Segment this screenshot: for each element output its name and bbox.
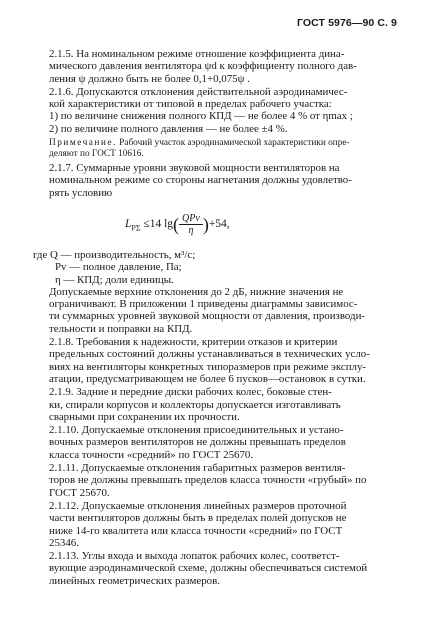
paragraph-2-1-6: [33, 86, 399, 135]
text-line: 2.1.8. Требования к надежности, критерии отказов и критерии: [49, 336, 338, 349]
formula-lhs-sub: PΣ: [131, 223, 141, 233]
text-line: 2.1.13. Углы входа и выхода лопаток рабочих колес, соответст-: [49, 550, 340, 563]
text-line: ки, спирали корпусов и коллекторы допускается изготавливать: [49, 398, 341, 411]
text-line: 2.1.11. Допускаемые отклонения габаритных размеров вентиля-: [49, 462, 346, 475]
text-line: линейных геометрических размеров.: [49, 574, 220, 587]
paragraph-tolerance: [33, 286, 399, 335]
note-line: Рабочий участок аэродинамической характеристики опре-: [119, 138, 350, 149]
text-line: класса точности «средний» по ГОСТ 25670.: [49, 448, 254, 461]
formula-relation: ≤14 lg: [143, 218, 174, 231]
formula-lhs: L: [125, 218, 132, 231]
text-line: вующие аэродинамической схеме, должны обеспечиваться системой: [49, 562, 368, 575]
paragraph-2-1-7: [33, 162, 399, 199]
text-line: тельности и поправки на КПД.: [49, 322, 193, 335]
note: [33, 138, 399, 160]
text-line: 2.1.12. Допускаемые отклонения линейных размеров проточной: [49, 499, 347, 512]
legend-line: η — КПД; доли единицы.: [55, 273, 174, 286]
text-line: 25346.: [49, 536, 79, 549]
formula-fraction: [179, 213, 203, 236]
formula-legend: [33, 249, 399, 286]
text-line: мического давления вентилятора ψd к коэффициенту полного дав-: [49, 60, 357, 73]
text-line: 2.1.7. Суммарные уровни звуковой мощности вентиляторов на: [49, 162, 340, 175]
page-header: ГОСТ 5976—90 С. 9: [296, 17, 397, 29]
paragraph-2-1-10: [33, 424, 399, 461]
legend-line: Pv — полное давление, Па;: [55, 261, 182, 274]
note-line: деляют по ГОСТ 10616.: [49, 149, 144, 160]
text-line: 2.1.6. Допускаются отклонения действительной аэродинамичес-: [49, 85, 348, 98]
text-line: номинальном режиме со стороны нагнетания должны удовлетво-: [49, 174, 352, 187]
text-line: ниже 14-го квалитета или класса точности «средний» по ГОСТ: [49, 524, 343, 537]
text-line: Допускаемые верхние отклонения до 2 дБ, нижние значения не: [49, 285, 344, 298]
paragraph-2-1-12: [33, 500, 399, 549]
text-line: ти суммарных уровней звуковой мощности от давления, производи-: [49, 310, 366, 323]
note-label: Примечание.: [49, 138, 117, 149]
legend-line: где Q — производительность, м³/с;: [33, 248, 196, 261]
formula-paren-close: ): [202, 214, 209, 235]
text-line: ГОСТ 25670.: [49, 486, 110, 499]
paragraph-2-1-11: [33, 462, 399, 499]
paragraph-2-1-5: [33, 48, 399, 85]
text-line: 2) по величине полного давления — не более ±4 %.: [49, 122, 288, 135]
text-line: сварными при сохранении их прочности.: [49, 410, 240, 423]
text-line: 2.1.5. На номинальном режиме отношение коэффициента дина-: [49, 48, 345, 60]
document-body: [33, 48, 399, 588]
text-line: 2.1.10. Допускаемые отклонения присоединительных и устано-: [49, 424, 344, 437]
paragraph-2-1-13: [33, 550, 399, 587]
text-line: виях на вентиляторы конкретных типоразмеров при режиме эксплу-: [49, 360, 367, 373]
text-line: 1) по величине снижения полного КПД — не более 4 % от ηmax ;: [49, 110, 353, 123]
text-line: торов не должны превышать пределов класса точности «грубый» по: [49, 474, 367, 487]
text-line: ограничивают. В приложении 1 приведены диаграммы зависимос-: [49, 298, 358, 311]
paragraph-2-1-8: [33, 336, 399, 385]
text-line: ления ψ должно быть не более 0,1+0,075ψ .: [49, 72, 250, 85]
text-line: кой характеристики от типовой в пределах рабочего участка:: [49, 98, 332, 111]
sound-power-formula: [33, 213, 399, 239]
text-line: 2.1.9. Задние и передние диски рабочих колес, боковые стен-: [49, 386, 332, 399]
formula-numerator: QPv: [179, 213, 203, 225]
formula-denominator: η: [188, 224, 194, 236]
text-line: атации, предусматривающем не более 6 пусков—остановок в сутки.: [49, 372, 366, 385]
text-line: вочных размеров вентиляторов не должны превышать пределов: [49, 436, 346, 449]
text-line: рять условию: [49, 186, 113, 199]
text-line: части вентиляторов должны быть в пределах полей допусков не: [49, 512, 347, 525]
paragraph-2-1-9: [33, 386, 399, 423]
text-line: предельных состояний должны устанавливаться в технических усло-: [49, 348, 370, 361]
formula-paren-open: (: [173, 214, 180, 235]
formula-rhs: +54,: [208, 218, 230, 231]
